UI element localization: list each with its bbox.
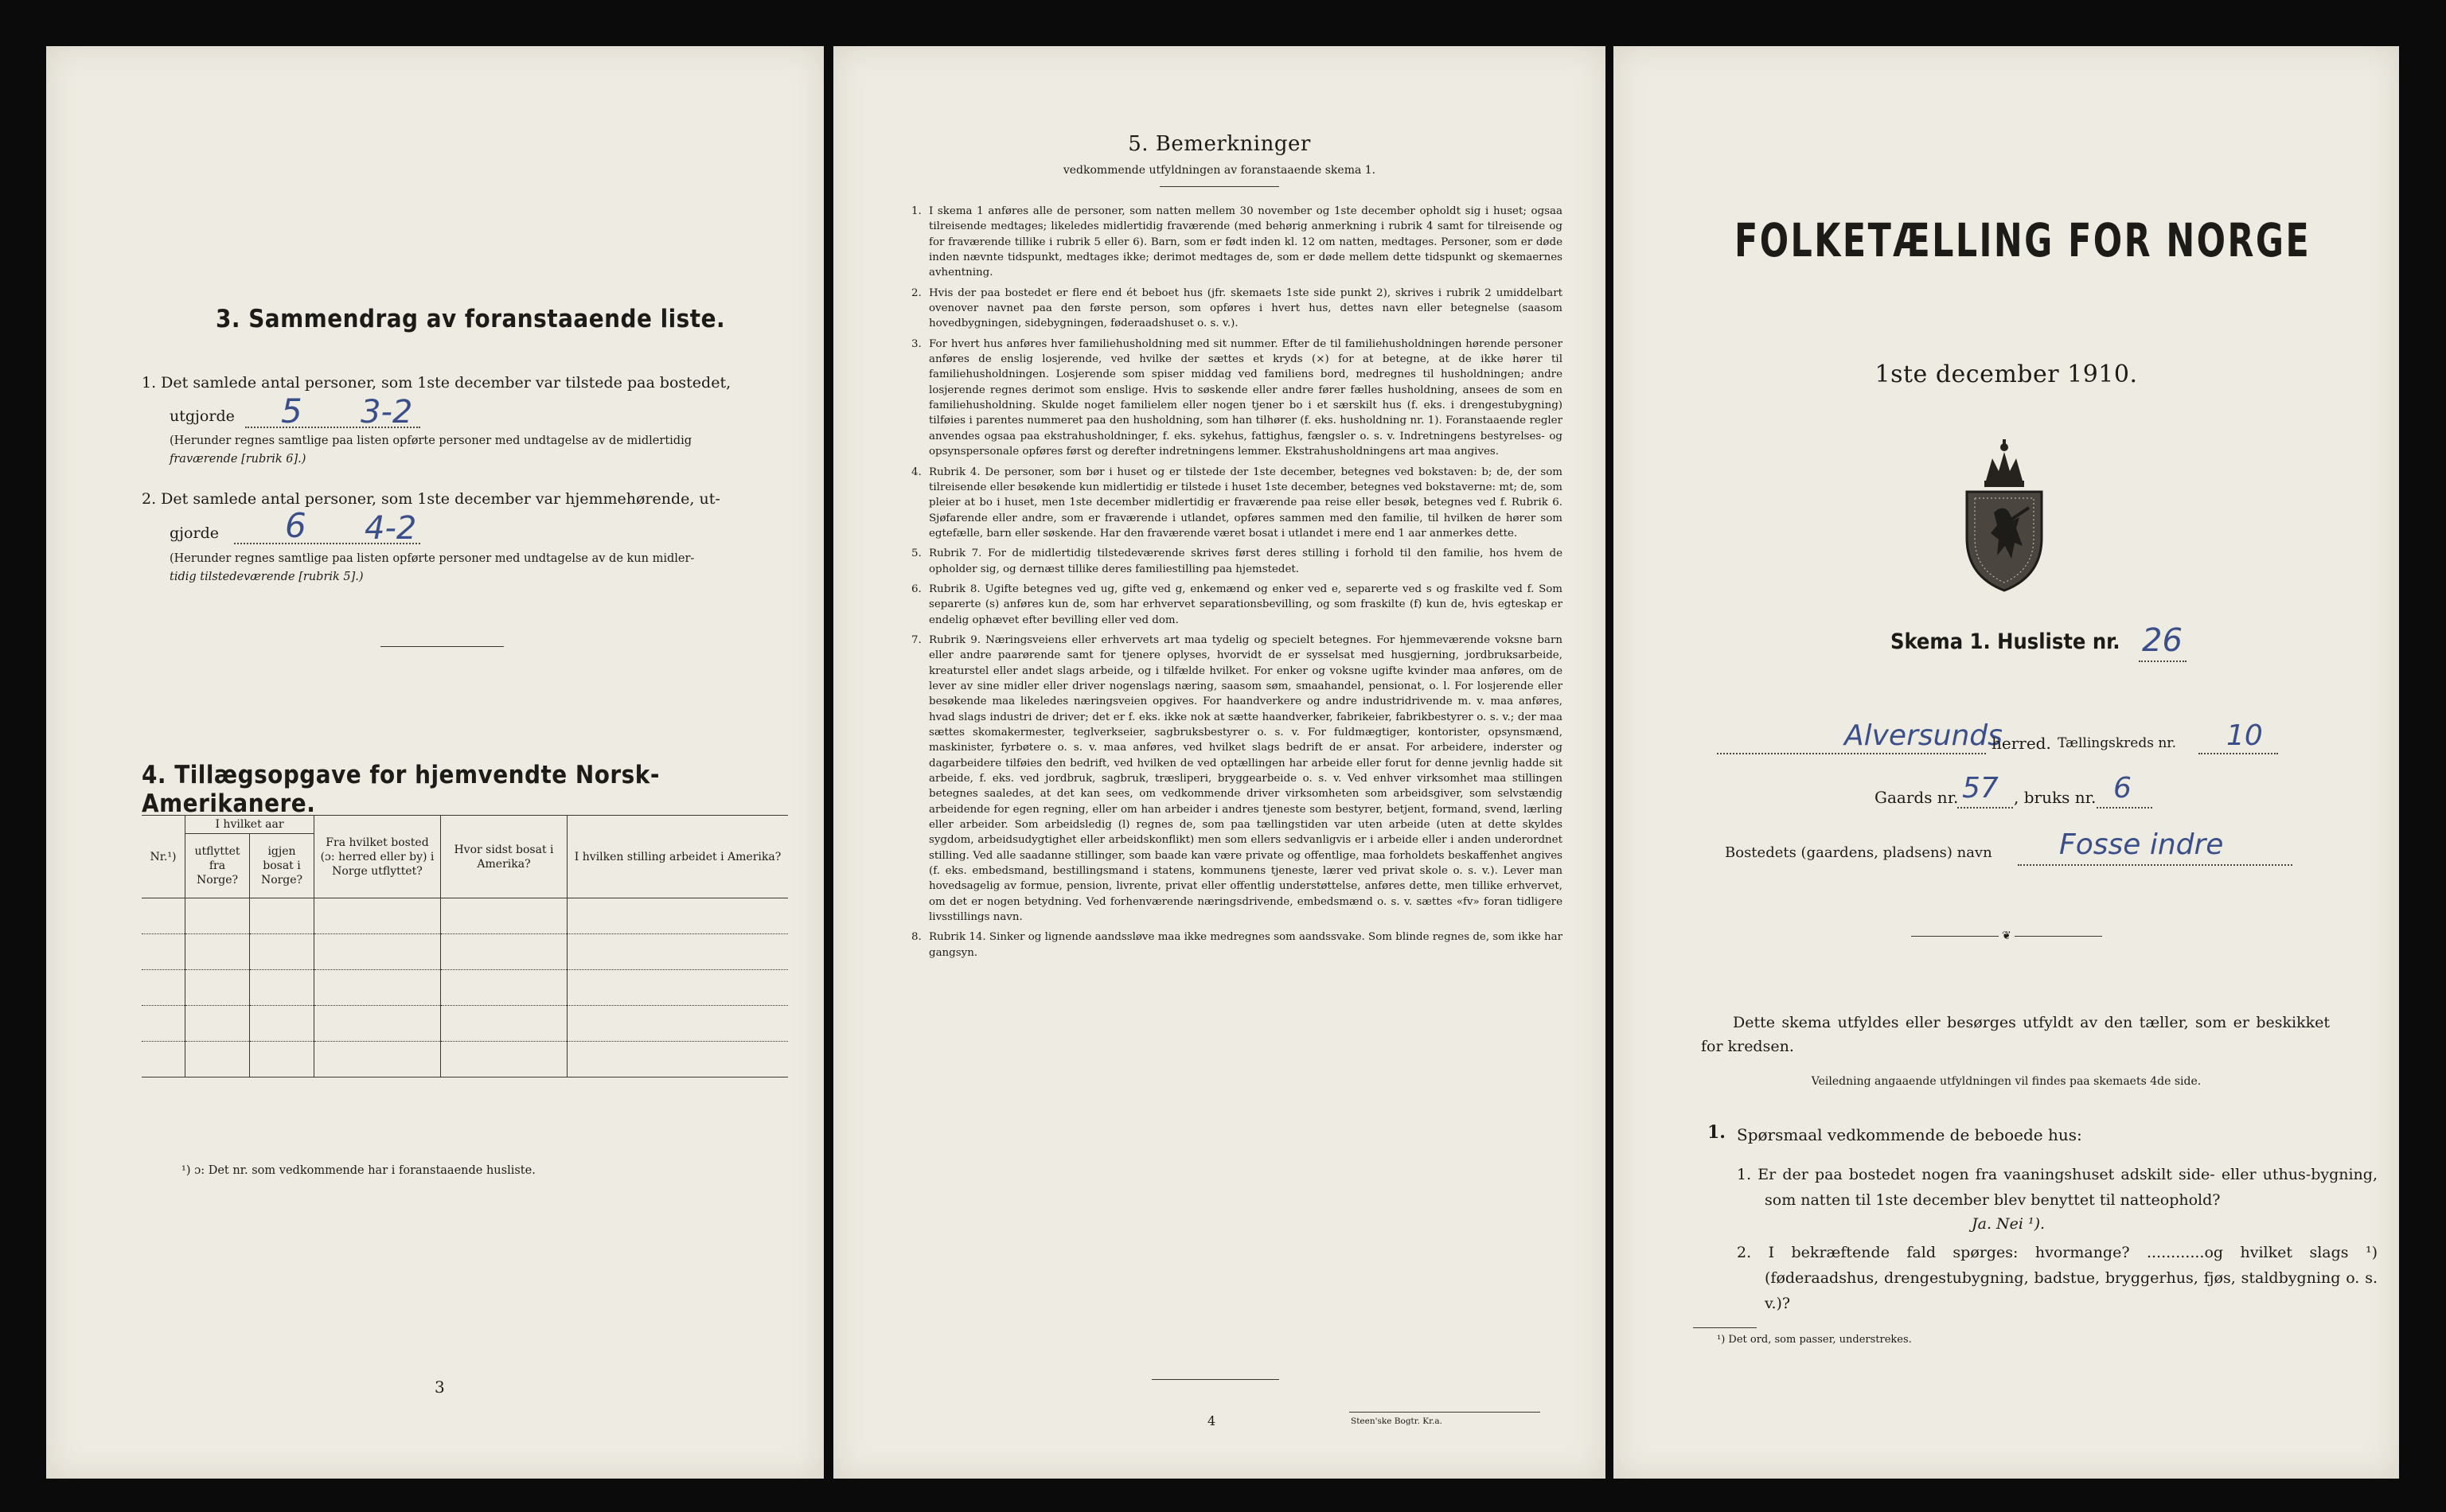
list-item [911, 929, 1562, 961]
herred-label: herred. [1992, 734, 2051, 753]
note-number: 5. [911, 548, 922, 560]
question-heading-number: 1. [1707, 1122, 1726, 1143]
note-number: 1. [911, 205, 922, 217]
footer-rule [1152, 1379, 1279, 1380]
footnote: ¹) Det ord, som passer, understrekes. [1717, 1334, 1912, 1346]
instruction-note: Veiledning angaaende utfyldningen vil findes paa skemaets 4de side. [1811, 1075, 2202, 1088]
col-igjen-bosat: igjen bosat i Norge? [250, 834, 314, 898]
page-left [46, 46, 824, 1479]
col-stilling: I hvilken stilling arbeidet i Amerika? [568, 816, 789, 898]
s3-item1-prefix: utgjorde [170, 407, 235, 425]
page-middle [833, 46, 1605, 1479]
note-number: 8. [911, 931, 922, 944]
section-divider [380, 646, 504, 647]
husliste-number-handwritten: 26 [2142, 622, 2183, 659]
bemerkninger-list [911, 204, 1562, 961]
s3-item2-line: 2. Det samlede antal personer, som 1ste december var hjemmehørende, ut- [142, 490, 720, 508]
list-item [911, 582, 1562, 628]
printer-rule [1349, 1412, 1540, 1413]
list-item [911, 465, 1562, 542]
note-text: For hvert hus anføres hver familiehusholdning med sit nummer. Efter de til familiehusholdningen hørende personer anføres de enslig losjerende, ved hvilke der sættes et kryds (×) for at betegne, at de ikke hører til familiehusholdningen. Losjerende som spiser middag ved familiens bord, medregnes til husholdningen; andre losjerende regnes derimot som enslige. Hvis to søskende eller andre fører fælles husholdning, ansees de som en familiehusholdning. Skulde noget familielem eller nogen tjener bo i et særskilt hus (f. eks. i drengestubygning) tilføies i parentes nummeret paa den husholdning, som han tilhører (f. eks. husholdning nr. 1). Foranstaaende regler anvendes ogsaa paa ekstrahusholdninger, f. eks. sykehus, fattighus, fængsler o. s. v. Indretningens bestyrelses- og opsynspersonale opføres først og derefter indretningens lemmer. Ekstrahusholdningens art maa angives. [929, 337, 1562, 458]
census-date: 1ste december 1910. [1874, 360, 2138, 388]
note-number: 7. [911, 633, 922, 646]
s3-item1-note-line1: (Herunder regnes samtlige paa listen opførte personer med undtagelse av de midlertidig [170, 435, 692, 447]
col-hvor-bosat: Hvor sidst bosat i Amerika? [441, 816, 568, 898]
gaards-label: Gaards nr. [1874, 788, 1959, 807]
coat-of-arms-icon [1956, 435, 2053, 594]
gaards-number-handwritten: 57 [1962, 772, 1999, 805]
table-row [142, 1042, 788, 1077]
page-number: 4 [1207, 1413, 1216, 1428]
footnote-rule [1693, 1327, 1757, 1328]
s3-item2-note-line2: tidig tilstedeværende [rubrik 5].) [170, 571, 364, 583]
note-number: 3. [911, 337, 922, 350]
s3-item1-line: 1. Det samlede antal personer, som 1ste december var tilstede paa bostedet, [142, 374, 731, 392]
note-text: Rubrik 4. De personer, som bør i huset og er tilstede der 1ste december, betegnes ved bokstaven: b; de, der som tilreisende eller besøkende kun midlertidig er tilstede i huset 1ste december, betegnes ved bokstaverne: mt; de, som pleier at bo i huset, men 1ste december midlertidig er fraværende paa reise eller besøk, betegnes ved f. Rubrik 6. Sjøfarende eller andre, som er fraværende i utlandet, opføres sammen med den familie, til hvilken de hører som egtefælle, barn eller søskende. Har den fraværende været bosat i utlandet i mere end 1 aar anmerkes dette. [929, 466, 1562, 540]
herred-handwritten: Alversunds [1844, 719, 2003, 752]
question-2: 2. I bekræftende fald spørges: hvormange? ............og hvilket slags ¹) (føderaadshus, drengestubygning, badstue, bryggerhus, fjøs, staldbygning o. s. v.)? [1737, 1244, 2378, 1312]
list-item [911, 286, 1562, 332]
note-text: Rubrik 9. Næringsveiens eller erhvervets art maa tydelig og specielt betegnes. For hjemmeværende voksne barn eller andre paarørende samt for tjenere oplyses, hvorvidt de er sysselsat med husgjerning, jordbruksarbeide, kreaturstel eller andet slags arbeide, og i tilfælde hvilket. For enker og voksne ugifte kvinder maa anføres, om de lever av sine midler eller driver nogenslags næring, saasom søm, smaahandel, pensionat, o. l. For losjerende eller besøkende maa likeledes næringsveien opgives. For haandverkere og andre industridrivende m. v. maa anføres, hvad slags industri de driver; det er f. eks. ikke nok at sætte haandverker, fabrikeier, fabrikbestyrer o. s. v.; der maa sættes skomakermester, teglverkseier, sagbruksbestyrer o. s. v. For fuldmægtiger, kontorister, opsynsmænd, maskinister, fyrbøtere o. s. v. maa anføres, ved hvilket slags bedrift de er ansat. For arbeidere, inderster og dagarbeidere tilføies den bedrift, ved hvilken de ved optællingen har arbeide eller forut for denne jevnlig hadde sit arbeide, f. eks. ved jordbruk, sagbruk, træsliperi, bryggearbeide o. s. v. Ved enhver virksomhet maa stillingen betegnes saaledes, at det kan sees, om vedkommende driver virksomheten som arbeidsgiver, som selvstændig arbeidende for egen regning, eller om han arbeider i andres tjeneste som bestyrer, betjent, formand, svend, lærling eller arbeider. Som arbeidsledig (l) regnes de, som paa tællingstiden var uten arbeide (uten at dette skyldes sygdom, arbeidsudygtighet eller arbeidskonflikt) men som ellers sedvanligvis er i arbeide eller i anden underordnet stilling. Ved alle saadanne stillinger, som baade kan være private og offentlige, maa forholdets beskaffenhet angives (f. eks. embedsmand, bestillingsmand i statens, kommunens tjeneste, lærer ved privat skole o. s. v.). Lever man hovedsagelig av formue, pension, livrente, privat eller offentlig understøttelse, anføres dette, men tillike erhvervet, om det er nogen betydning. Ved forhenværende næringsdrivende, embedsmænd o. s. v. sættes «fv» foran tidligere livsstillings navn. [929, 633, 1562, 924]
note-number: 2. [911, 286, 922, 299]
kreds-label: Tællingskreds nr. [2058, 735, 2176, 751]
bosted-label: Bostedets (gaardens, pladsens) navn [1725, 844, 1992, 861]
table-row [142, 1006, 788, 1042]
bruks-label: , bruks nr. [2014, 788, 2097, 807]
col-group-aar: I hvilket aar [185, 816, 314, 834]
bruks-number-handwritten: 6 [2113, 772, 2132, 805]
bruks-dotline [2097, 807, 2152, 809]
question-1-answer: Ja. Nei ¹). [1972, 1215, 2046, 1233]
list-item [911, 337, 1562, 460]
list-item [911, 546, 1562, 577]
table-footnote: ¹) ɔ: Det nr. som vedkommende har i foranstaaende husliste. [181, 1164, 536, 1177]
note-text: Hvis der paa bostedet er flere end ét beboet hus (jfr. skemaets 1ste side punkt 2), skrives i rubrik 2 umiddelbart ovenover navnet paa den første person, som opføres i hvert hus, dettes navn eller betegnelse (saasom hovedbygningen, sidebygningen, føderaadshuset o. s. v.). [929, 286, 1562, 330]
kreds-number-handwritten: 10 [2226, 719, 2263, 752]
bosted-dotline [2018, 864, 2292, 866]
s3-item1-note-line2: fraværende [rubrik 6].) [170, 453, 306, 466]
section-4-heading: 4. Tillægsopgave for hjemvendte Norsk-Amerikanere. [142, 761, 660, 818]
gaards-dotline [1957, 807, 2013, 809]
skema-label: Skema 1. Husliste nr. [1890, 629, 2120, 654]
s3-item1-handwritten-split: 3-2 [361, 394, 413, 431]
s3-item2-note-line1: (Herunder regnes samtlige paa listen opførte personer med undtagelse av de kun midler- [170, 552, 695, 565]
table-row [142, 898, 788, 934]
section-5-subtitle: vedkommende utfyldningen av foranstaaende skema 1. [1063, 164, 1376, 177]
bosted-handwritten: Fosse indre [2059, 828, 2224, 861]
printer-mark: Steen'ske Bogtr. Kr.a. [1351, 1417, 1442, 1426]
note-text: Rubrik 7. For de midlertidig tilstedeværende skrives først deres stilling i forhold til den familie, hos hvem de opholder sig, og dernæst tillike deres familiestilling paa hjemstedet. [929, 548, 1562, 575]
note-text: Rubrik 8. Ugifte betegnes ved ug, gifte ved g, enkemænd og enker ved e, separerte ved s og fraskilte ved f. Som separerte (s) anføres kun de, som har erhvervet separationsbevilling, og som fraskilte (f) kun de, hvis egteskap er endelig ophævet efter bevilling eller ved dom. [929, 583, 1562, 626]
s3-item2-handwritten-total: 6 [285, 506, 306, 545]
page-number: 3 [435, 1378, 445, 1397]
list-item [911, 633, 1562, 926]
kreds-dotline [2198, 753, 2278, 754]
question-1: 1. Er der paa bostedet nogen fra vaaningshuset adskilt side- eller uthus-bygning, som natten til 1ste december blev benyttet til natteophold? [1737, 1166, 2378, 1209]
table-row [142, 970, 788, 1006]
s3-item1-handwritten-total: 5 [281, 392, 302, 431]
ornament-icon: ❦ [1999, 929, 2015, 942]
husliste-dotline [2139, 661, 2187, 662]
page-right [1613, 46, 2399, 1479]
section-3-heading: 3. Sammendrag av foranstaaende liste. [216, 305, 726, 333]
note-number: 4. [911, 466, 922, 478]
note-number: 6. [911, 583, 922, 595]
herred-dotline [1717, 753, 1986, 754]
col-fra-bosted: Fra hvilket bosted (ɔ: herred eller by) i Norge utflyttet? [314, 816, 441, 898]
main-title: FOLKETÆLLING FOR NORGE [1734, 213, 2311, 267]
question-heading: Spørsmaal vedkommende de beboede hus: [1737, 1125, 2082, 1144]
col-nr: Nr.¹) [142, 816, 185, 898]
note-text: I skema 1 anføres alle de personer, som natten mellem 30 november og 1ste december opholdt sig i huset; ogsaa tilreisende medtages; likeledes midlertidig fraværende (med behørig anmerkning i rubrik 4 samt for tilreisende og for fraværende tillike i rubrik 5 eller 6). Barn, som er født inden kl. 12 om natten, medtages. Personer, som er døde inden nævnte tidspunkt, medtages ikke; derimot medtages de, som er døde mellem dette tidspunkt og skemaernes avhentning. [929, 205, 1562, 279]
list-item [911, 204, 1562, 281]
col-utflyttet: utflyttet fra Norge? [185, 834, 250, 898]
table-row [142, 934, 788, 970]
note-text: Rubrik 14. Sinker og lignende aandssløve maa ikke medregnes som aandssvake. Som blinde regnes de, som ikke har gangsyn. [929, 931, 1562, 959]
s3-item2-prefix: gjorde [170, 524, 219, 542]
norsk-amerikanere-table [142, 815, 788, 1077]
s3-item2-handwritten-split: 4-2 [365, 510, 417, 547]
section-5-heading: 5. Bemerkninger [1128, 132, 1311, 156]
instruction-text: Dette skema utfyldes eller besørges utfyldt av den tæller, som er beskikket for kredsen. [1701, 1014, 2330, 1055]
heading-rule [1160, 186, 1279, 187]
